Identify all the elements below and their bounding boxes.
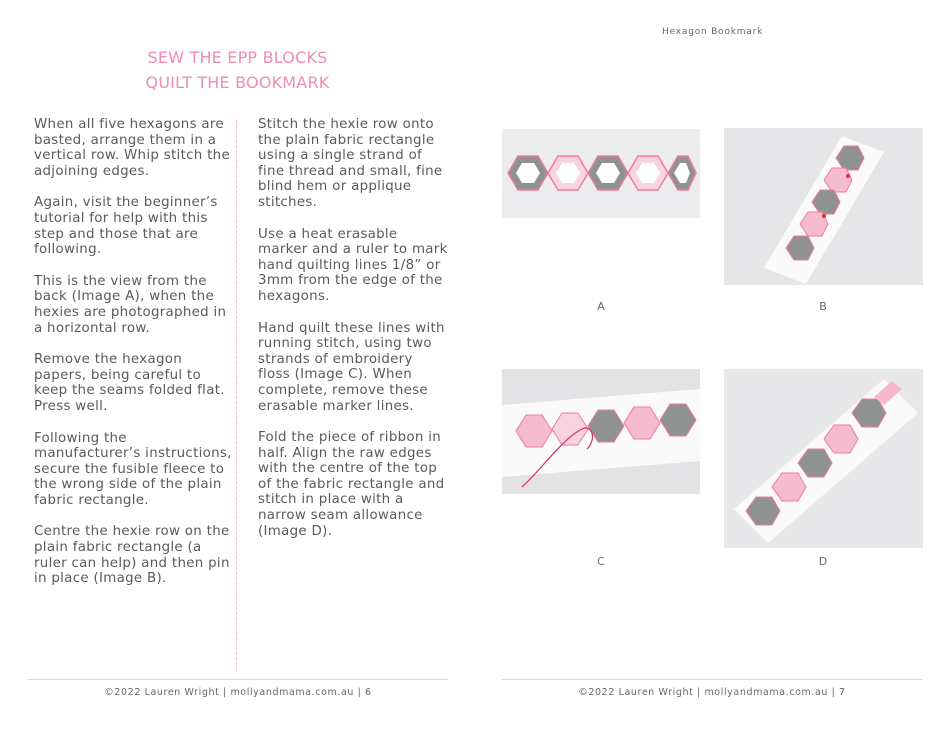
left-text-column bbox=[34, 117, 234, 603]
photo-image-b bbox=[724, 128, 923, 285]
image-caption-a: A bbox=[597, 300, 605, 313]
right-text-column bbox=[258, 117, 448, 555]
paragraph: Remove the hexagon papers, being careful to keep the seams folded flat. Press well. bbox=[34, 352, 225, 414]
paragraph: Use a heat erasable marker and a ruler to mark hand quilting lines 1/8” or 3mm from the edge of the hexagons. bbox=[258, 226, 448, 304]
page-title-line-1: SEW THE EPP BLOCKS bbox=[147, 48, 328, 67]
running-header: Hexagon Bookmark bbox=[662, 27, 764, 37]
paragraph: This is the view from the back (Image A), when the hexies are photographed in a horizontal row. bbox=[34, 273, 227, 336]
photo-image-a bbox=[502, 129, 700, 218]
paragraph: When all five hexagons are basted, arrange them in a vertical row. Whip stitch the adjoining edges. bbox=[34, 117, 231, 179]
paragraph: Again, visit the beginner’s tutorial for help with this step and those that are following. bbox=[34, 195, 218, 258]
paragraph: Hand quilt these lines with running stitch, using two strands of embroidery floss (Image C). When complete, remove these erasable marker lines. bbox=[258, 320, 445, 414]
photo-image-c bbox=[502, 369, 700, 494]
photo-image-d bbox=[724, 369, 923, 548]
paragraph: Stitch the hexie row onto the plain fabric rectangle using a single strand of fine thread and small, fine blind hem or applique stitches. bbox=[258, 117, 443, 210]
footer-rule-left bbox=[28, 679, 448, 680]
image-caption-b: B bbox=[819, 300, 827, 313]
footer-right: ©2022 Lauren Wright | mollyandmama.com.au | 7 bbox=[578, 687, 846, 698]
image-caption-d: D bbox=[818, 555, 828, 568]
column-divider bbox=[236, 120, 237, 670]
paragraph: Centre the hexie row on the plain fabric rectangle (a ruler can help) and then pin in place (Image B). bbox=[34, 524, 230, 587]
image-caption-c: C bbox=[597, 555, 605, 568]
paragraph: Following the manufacturer’s instructions, secure the fusible fleece to the wrong side of the plain fabric rectangle. bbox=[34, 430, 232, 508]
page-title-line-2: QUILT THE BOOKMARK bbox=[145, 73, 330, 92]
footer-rule-right bbox=[502, 679, 922, 680]
paragraph: Fold the piece of ribbon in half. Align the raw edges with the centre of the top of the fabric rectangle and stitch in place with a narrow seam allowance (Image D). bbox=[258, 430, 445, 539]
footer-left: ©2022 Lauren Wright | mollyandmama.com.au | 6 bbox=[104, 687, 372, 698]
